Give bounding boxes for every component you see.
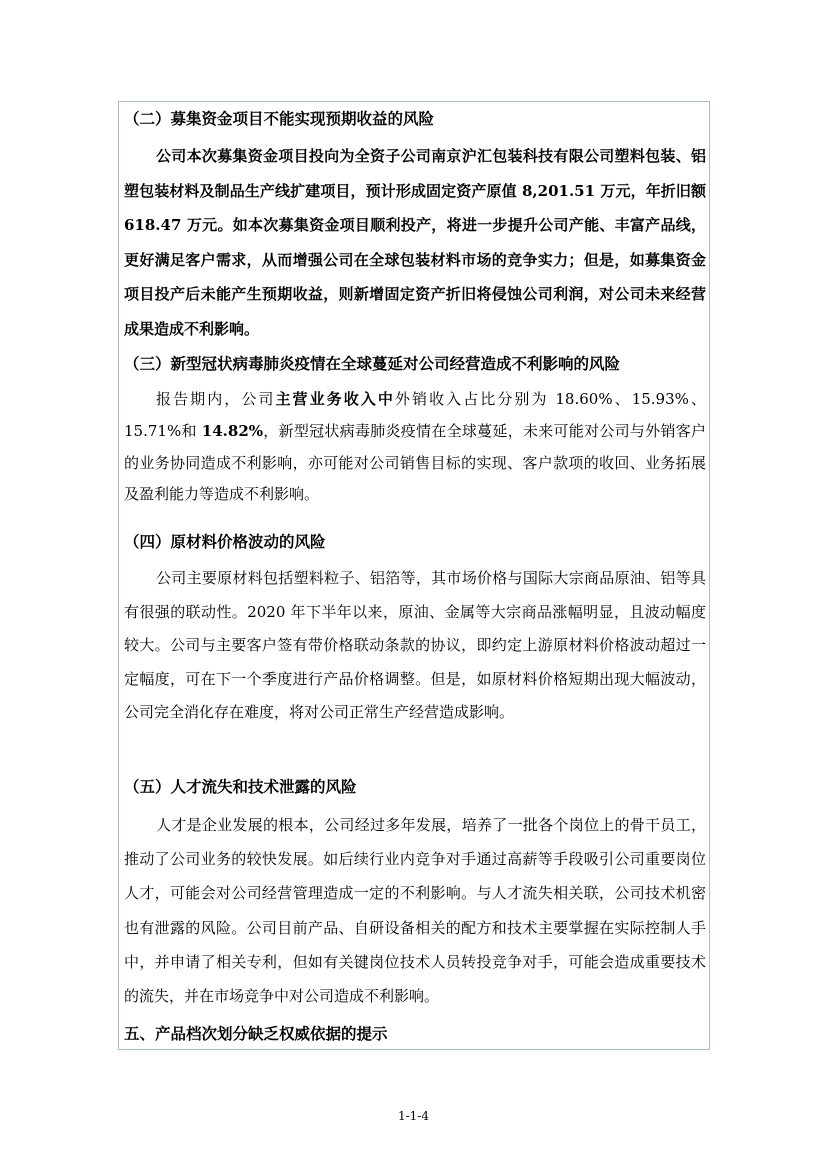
section-6-heading: 五、产品档次划分缺乏权威依据的提示 — [124, 1024, 388, 1043]
section-5 — [124, 777, 706, 1013]
section-5-heading: （五）人才流失和技术泄露的风险 — [124, 777, 357, 796]
section-4-heading: （四）原材料价格波动的风险 — [124, 532, 326, 551]
section-3-text-mid: 外销收入占比分别为 18.60%、15.93%、15.71%和 — [124, 390, 706, 440]
page-number: 1-1-4 — [397, 1109, 429, 1123]
section-2-heading: （二）募集资金项目不能实现预期收益的风险 — [124, 109, 435, 128]
section-3-text-post: ，新型冠状病毒肺炎疫情在全球蔓延，未来可能对公司与外销客户的业务协同造成不利影响，亦可能对公司销售目标的实现、客户款项的收回、业务拓展及盈利能力等造成不利影响。 — [124, 421, 706, 504]
section-5-paragraph: 人才是企业发展的根本，公司经过多年发展，培养了一批各个岗位上的骨干员工，推动了公司业务的较快发展。如后续行业内竞争对手通过高薪等手段吸引公司重要岗位人才，可能会对公司经营管理造成一定的不利影响。与人才流失相关联，公司技术机密也有泄露的风险。公司目前产品、自研设备相关的配方和技术主要掌握在实际控制人手中，并申请了相关专利，但如有关键岗位技术人员转投竞争对手，可能会造成重要技术的流失，并在市场竞争中对公司造成不利影响。 — [124, 816, 706, 1006]
section-4 — [124, 532, 706, 730]
section-3-paragraph — [124, 384, 706, 511]
section-6 — [124, 1024, 706, 1044]
section-3-text-bold1: 主营业务收入中 — [275, 390, 395, 408]
section-3-text-pre: 报告期内，公司 — [156, 390, 276, 408]
section-3-text-bold2: 14.82% — [201, 421, 264, 440]
section-3-heading: （三）新型冠状病毒肺炎疫情在全球蔓延对公司经营造成不利影响的风险 — [124, 354, 621, 373]
section-4-paragraph: 公司主要原材料包括塑料粒子、铝箔等，其市场价格与国际大宗商品原油、铝等具有很强的联动性。2020 年下半年以来，原油、金属等大宗商品涨幅明显，且波动幅度较大。公司与主要客户签有带价格联动条款的协议，即约定上游原材料价格波动超过一定幅度，可在下一个季度进行产品价格调整。但是，如原材料价格短期出现大幅波动，公司完全消化存在难度，将对公司正常生产经营造成影响。 — [124, 569, 706, 722]
section-2 — [124, 109, 706, 347]
section-2-paragraph: 公司本次募集资金项目投向为全资子公司南京沪汇包装科技有限公司塑料包装、铝塑包装材料及制品生产线扩建项目，预计形成固定资产原值 8,201.51 万元，年折旧额 618.47 万元。如本次募集资金项目顺利投产，将进一步提升公司产能、丰富产品线，更好满足客户需求，从而增强公司在全球包装材料市场的竞争实力；但是，如募集资金项目投产后未能产生预期收益，则新增固定资产折旧将侵蚀公司利润，对公司未来经营成果造成不利影响。 — [124, 147, 706, 338]
section-3 — [124, 354, 706, 511]
